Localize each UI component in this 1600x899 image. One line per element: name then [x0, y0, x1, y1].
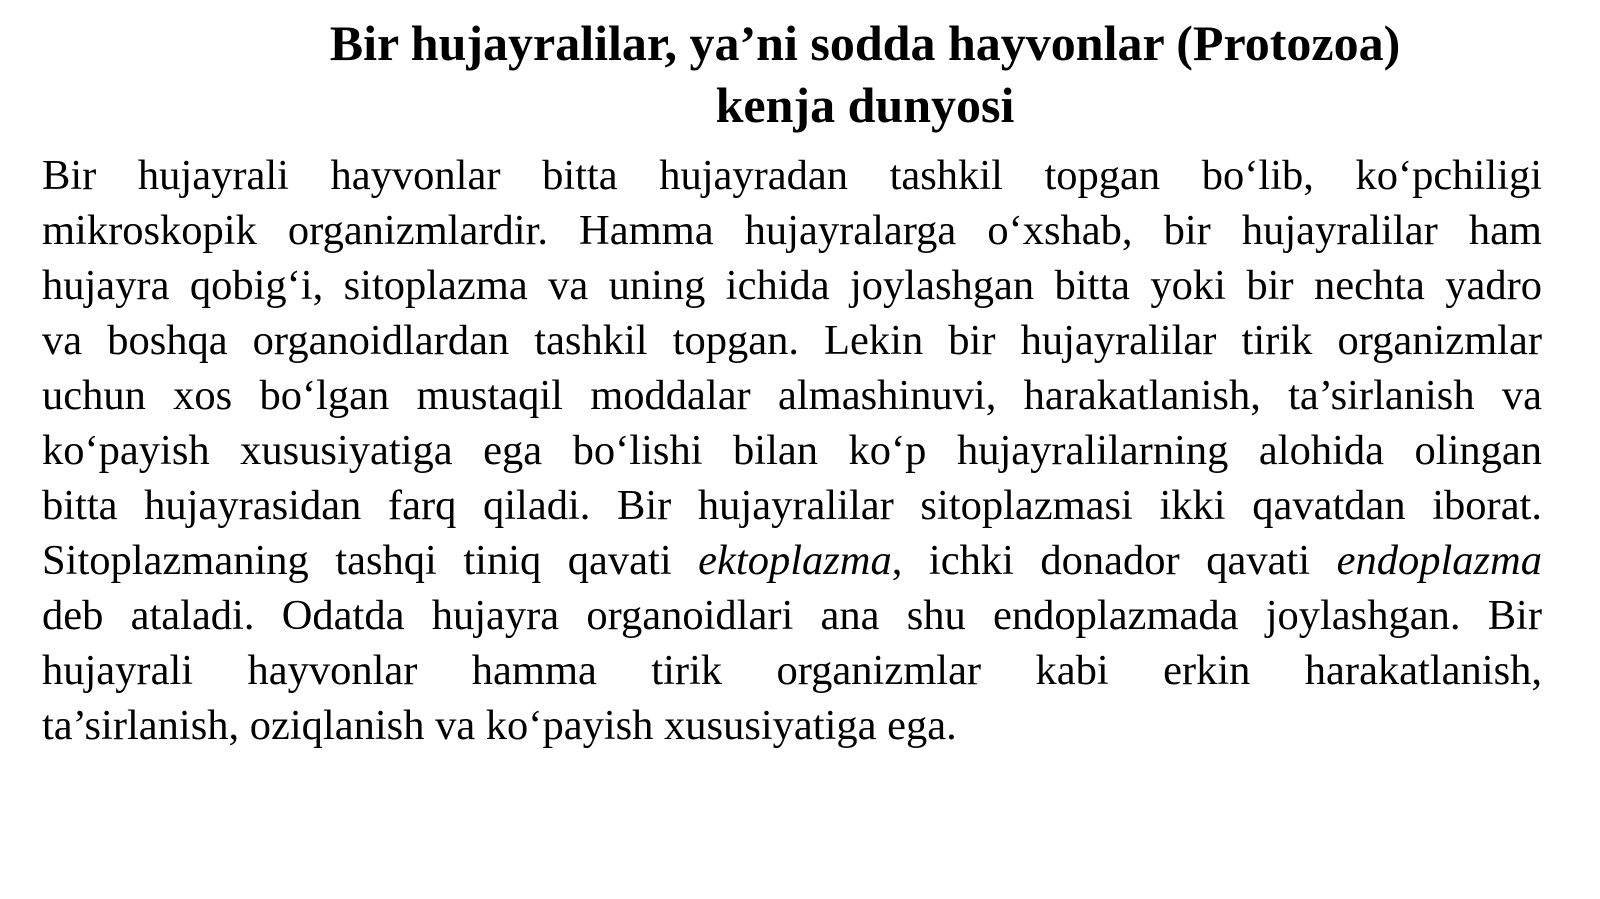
term-ektoplazma: ektoplazma — [698, 537, 892, 584]
paragraph-line: va boshqa organoidlardan tashkil topgan. Lekin bir hujayralilar tirik organizmlar — [42, 317, 1542, 364]
title-line-2: kenja dunyosi — [715, 77, 1015, 133]
paragraph-line: bitta hujayrasidan farq qiladi. Bir hujayralilar sitoplazmasi ikki qavatdan iborat. — [42, 482, 1542, 529]
paragraph-line: hujayra qobig‘i, sitoplazma va uning ichida joylashgan bitta yoki bir nechta yadro — [42, 262, 1542, 309]
paragraph-last-line: ta’sirlanish, oziqlanish va ko‘payish xususiyatiga ega. — [42, 702, 957, 749]
paragraph-line: hujayrali hayvonlar hamma tirik organizmlar kabi erkin harakatlanish, — [42, 647, 1542, 694]
paragraph-line: uchun xos bo‘lgan mustaqil moddalar almashinuvi, harakatlanish, ta’sirlanish va — [42, 372, 1542, 419]
page-title — [240, 12, 1490, 136]
paragraph-line-with-terms — [42, 533, 1542, 588]
paragraph-line: deb ataladi. Odatda hujayra organoidlari ana shu endoplazmada joylashgan. Bir — [42, 592, 1542, 639]
paragraph-line: Bir hujayrali hayvonlar bitta hujayradan tashkil topgan bo‘lib, ko‘pchiligi — [42, 152, 1542, 199]
title-line-1: Bir hujayralilar, ya’ni sodda hayvonlar (Protozoa) — [329, 15, 1401, 71]
body-paragraph — [42, 148, 1542, 753]
line-text: , ichki donador qavati — [891, 537, 1337, 584]
line-text: Sitoplazmaning tashqi tiniq qavati — [42, 537, 699, 584]
paragraph-line: mikroskopik organizmlardir. Hamma hujayralarga o‘xshab, bir hujayralilar ham — [42, 207, 1542, 254]
term-endoplazma: endoplazma — [1336, 537, 1542, 584]
paragraph-line: ko‘payish xususiyatiga ega bo‘lishi bilan ko‘p hujayralilarning alohida olingan — [42, 427, 1542, 474]
